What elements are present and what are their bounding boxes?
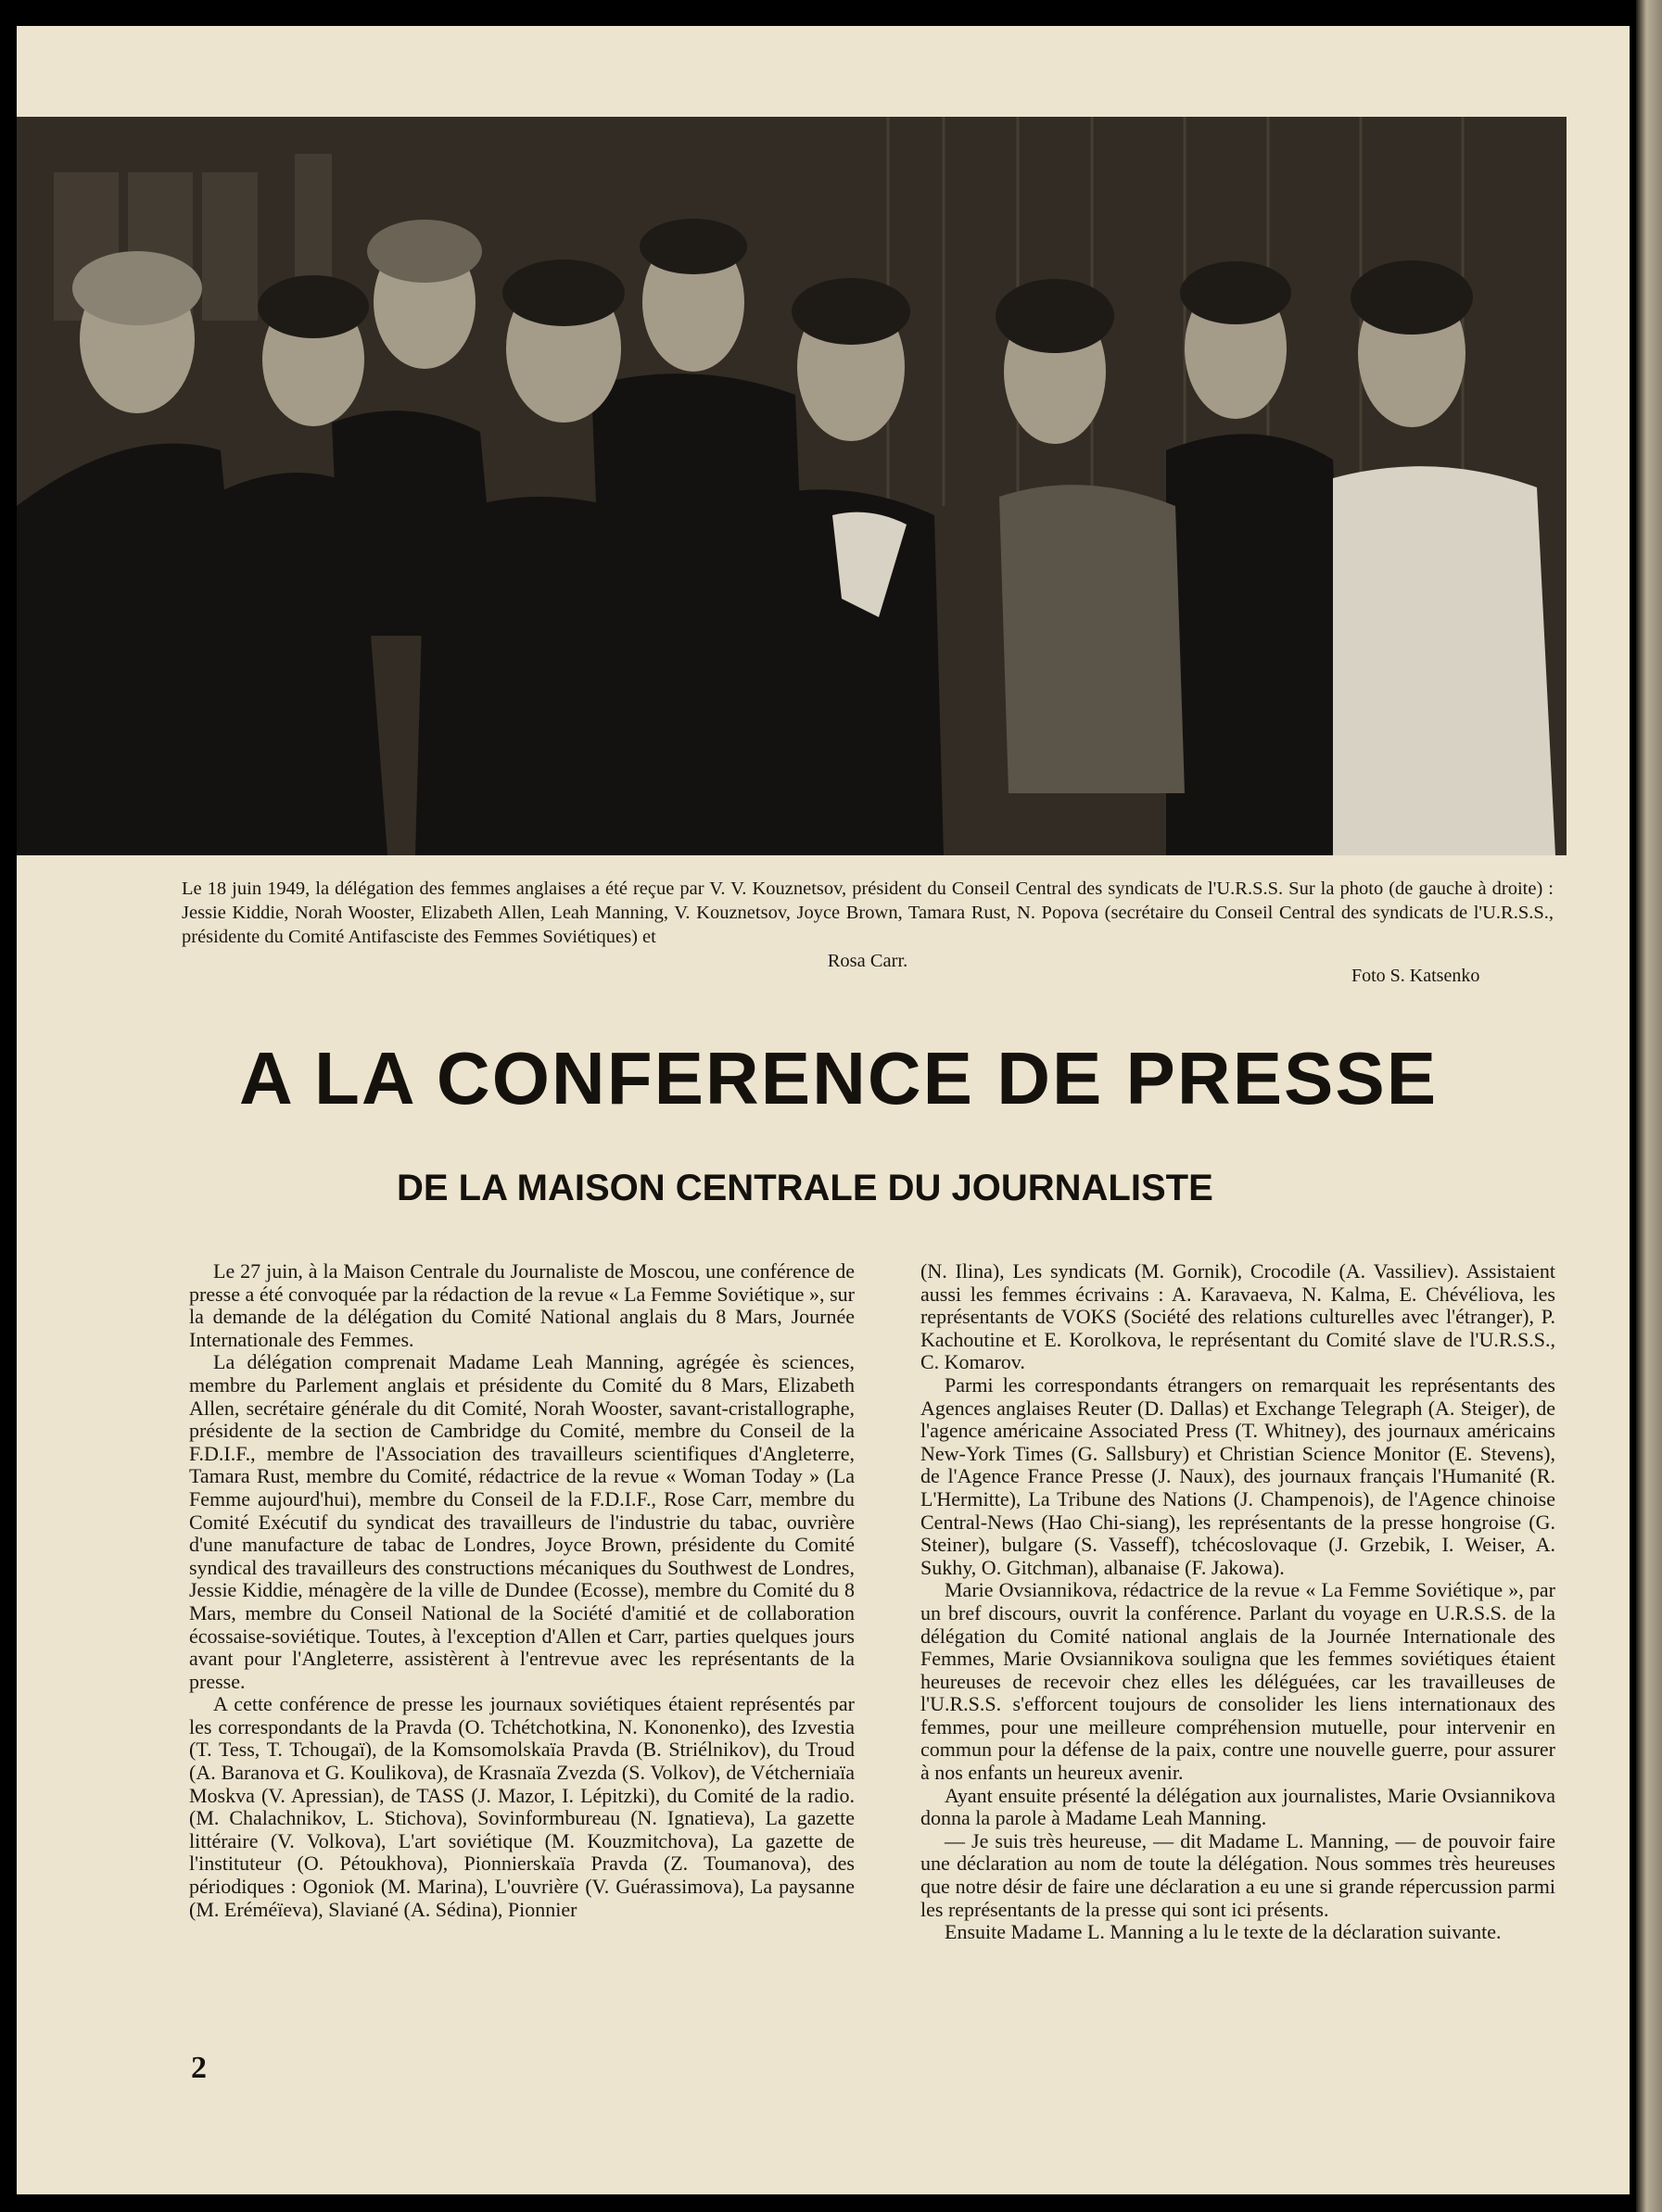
- article-column-1: [189, 1260, 855, 1921]
- next-page-edge: [1636, 0, 1662, 2212]
- photo-illustration: [17, 117, 1567, 855]
- paragraph: La délégation comprenait Madame Leah Manning, agrégée ès sciences, membre du Parlement anglais et présidente du Comité du 8 Mars, Elizabeth Allen, secrétaire générale du dit Comité, Norah Wooster, savant-cristallographe, présidente de la section de Cambridge du Comité, membre du Conseil de la F.D.I.F., membre de l'Association des travailleurs scientifiques d'Angleterre, Tamara Rust, membre du Comité, rédactrice de la revue « Woman Today » (La Femme aujourd'hui), membre du Conseil de la F.D.I.F., Rose Carr, membre du Comité Exécutif du syndicat des travailleurs de l'industrie du tabac, ouvrière d'une manufacture de tabac de Londres, Joyce Brown, présidente du Comité syndical des travailleurs des constructions mécaniques du Southwest de Londres, Jessie Kiddie, ménagère de la ville de Dundee (Ecosse), membre du Comité du 8 Mars, membre du Conseil National de la Société d'amitié et de collaboration écossaise-soviétique. Toutes, à l'exception d'Allen et Carr, parties quelques jours avant pour l'Angleterre, assistèrent à l'entrevue avec les représentants de la presse.: [189, 1350, 855, 1693]
- paragraph: Marie Ovsiannikova, rédactrice de la revue « La Femme Soviétique », par un bref discours, ouvrit la conférence. Parlant du voyage en U.R.S.S. de la délégation du Comité national anglais de la Journée Internationale des Femmes, Marie Ovsiannikova souligna que les femmes soviétiques étaient heureuses de recevoir chez elles les déléguées, car les travailleuses de l'U.R.S.S. s'efforcent toujours de consolider les liens internationaux des femmes, pour une meilleure compréhension mutuelle, pour intervenir en commun pour la défense de la paix, contre une nouvelle guerre, pour assurer à nos enfants un heureux avenir.: [920, 1578, 1555, 1785]
- magazine-page: [17, 26, 1630, 2194]
- article-column-2: [920, 1260, 1555, 1944]
- paragraph: Ayant ensuite présenté la délégation aux journalistes, Marie Ovsiannikova donna la parole à Madame Leah Manning.: [920, 1783, 1555, 1830]
- paragraph: Ensuite Madame L. Manning a lu le texte de la déclaration suivante.: [945, 1920, 1502, 1944]
- group-photograph: [17, 117, 1567, 855]
- article-title: A LA CONFERENCE DE PRESSE: [239, 1037, 1439, 1119]
- photo-credit: Foto S. Katsenko: [1351, 966, 1480, 986]
- article-subtitle: DE LA MAISON CENTRALE DU JOURNALISTE: [397, 1168, 1213, 1208]
- paragraph: (N. Ilina), Les syndicats (M. Gornik), Crocodile (A. Vassiliev). Assistaient aussi les femmes écrivains : A. Karavaeva, N. Kalma, E. Chévéliova, les représentants de VOKS (Société des relations culturelles avec l'étranger), P. Kachoutine et E. Korolkova, le représentant du Comité slave de l'U.R.S.S., C. Komarov.: [920, 1259, 1555, 1374]
- caption-text: Le 18 juin 1949, la délégation des femmes anglaises a été reçue par V. V. Kouznetsov, président du Conseil Central des syndicats de l'U.R.S.S. Sur la photo (de gauche à droite) : Jessie Kiddie, Norah Wooster, Elizabeth Allen, Leah Manning, V. Kouznetsov, Joyce Brown, Tamara Rust, N. Popova (secrétaire du Conseil Central des syndicats de l'U.R.S.S., présidente du Comité Antifasciste des Femmes Soviétiques) et: [182, 878, 1554, 947]
- paragraph: Parmi les correspondants étrangers on remarquait les représentants des Agences anglaises Reuter (D. Dallas) et Exchange Telegraph (A. Steiger), de l'agence américaine Associated Press (T. Whitney), des journaux américains New-York Times (G. Sallsbury) et Christian Science Monitor (E. Stevens), de l'Agence France Presse (J. Naux), des journaux français l'Humanité (R. L'Hermitte), La Tribune des Nations (J. Champenois), de l'Agence chinoise Central-News (Hao Chi-siang), les représentants de la presse hongroise (G. Steiner), bulgare (S. Vasseff), tchécoslovaque (J. Grzebik, I. Weiser, A. Sukhy, O. Gitchman), albanaise (F. Jakowa).: [920, 1372, 1555, 1579]
- photo-caption: [182, 877, 1554, 973]
- page-number: 2: [191, 2051, 207, 2085]
- paragraph: — Je suis très heureuse, — dit Madame L. Manning, — de pouvoir faire une déclaration au nom de toute la délégation. Nous sommes très heureuses que notre désir de faire une déclaration a eu une si grande répercussion parmi les représentants de la presse qui sont ici présents.: [920, 1828, 1555, 1921]
- caption-last-line: Rosa Carr.: [827, 951, 908, 971]
- paragraph: Le 27 juin, à la Maison Centrale du Journaliste de Moscou, une conférence de presse a été convoquée par la rédaction de la revue « La Femme Soviétique », sur la demande de la délégation du Comité National anglais du 8 Mars, Journée Internationale des Femmes.: [189, 1259, 855, 1351]
- paragraph: A cette conférence de presse les journaux soviétiques étaient représentés par les correspondants de la Pravda (O. Tchétchotkina, N. Kononenko), des Izvestia (T. Tess, T. Tchougaï), de la Komsomolskaïa Pravda (B. Striélnikov), du Troud (A. Baranova et G. Koulikova), de Krasnaïa Zvezda (S. Volkov), de Vétcherniaïa Moskva (V. Apressian), de TASS (J. Mazor, I. Lépitzki), du Comité de la radio. (M. Chalachnikov, L. Stichova), Sovinformbureau (N. Ignatieva), La gazette littéraire (V. Volkova), L'art soviétique (M. Kouzmitchova), La gazette de l'instituteur (O. Pétoukhova), Pionnierskaïa Pravda (Z. Toumanova), des périodiques : Ogoniok (M. Marina), L'ouvrière (V. Guérassimova), La paysanne (M. Eréméïeva), Slaviané (A. Sédina), Pionnier: [189, 1692, 855, 1921]
